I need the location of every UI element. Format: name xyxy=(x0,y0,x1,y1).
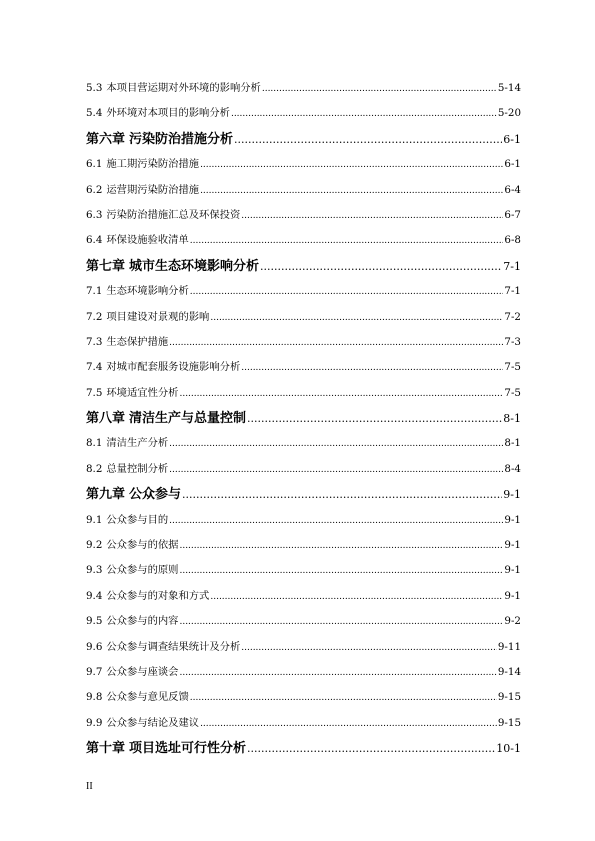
dot-leader xyxy=(179,534,503,559)
toc-section-entry[interactable] xyxy=(86,457,521,482)
dot-leader xyxy=(179,559,503,584)
toc-chapter-entry[interactable] xyxy=(86,482,521,507)
toc-entry-title: 公众参与的依据 xyxy=(106,539,179,552)
toc-entry-title: 项目选址可行性分析 xyxy=(129,741,247,757)
table-of-contents xyxy=(86,76,521,762)
toc-entry-page: 6-1 xyxy=(504,158,521,171)
dot-leader xyxy=(234,127,502,152)
toc-chapter-entry[interactable] xyxy=(86,254,521,279)
toc-entry-title: 公众参与目的 xyxy=(106,513,169,526)
toc-entry-number: 9.8 xyxy=(86,691,103,704)
toc-entry-title: 环境适宜性分析 xyxy=(106,386,179,399)
toc-entry-number: 6.4 xyxy=(86,234,103,247)
dot-leader xyxy=(241,636,497,661)
toc-entry-page: 9-1 xyxy=(504,564,521,577)
toc-section-entry[interactable] xyxy=(86,508,521,533)
toc-entry-number: 第十章 xyxy=(86,741,126,757)
toc-entry-title: 本项目营运期对外环境的影响分析 xyxy=(106,82,261,94)
toc-entry-page: 6-4 xyxy=(504,183,521,196)
toc-entry-page: 6-8 xyxy=(504,234,521,247)
toc-entry-title: 生态环境影响分析 xyxy=(106,285,189,298)
toc-section-entry[interactable] xyxy=(86,355,521,380)
toc-entry-number: 9.9 xyxy=(86,716,103,729)
toc-entry-title: 生态保护措施 xyxy=(106,335,169,348)
toc-entry-title: 公众参与结论及建议 xyxy=(106,716,200,729)
toc-section-entry[interactable] xyxy=(86,584,521,609)
toc-entry-title: 公众参与的内容 xyxy=(106,615,179,628)
dot-leader xyxy=(247,736,495,761)
toc-entry-page: 9-15 xyxy=(497,716,521,729)
toc-entry-number: 6.1 xyxy=(86,158,103,171)
toc-entry-page: 7-1 xyxy=(503,259,521,273)
toc-entry-title: 施工期污染防治措施 xyxy=(106,158,200,171)
toc-entry-page: 7-5 xyxy=(504,386,521,399)
toc-entry-page: 9-11 xyxy=(497,640,521,653)
toc-entry-number: 9.7 xyxy=(86,665,103,678)
toc-entry-page: 5-20 xyxy=(497,107,521,120)
dot-leader xyxy=(210,585,503,610)
toc-entry-page: 6-7 xyxy=(504,208,521,221)
toc-entry-title: 运营期污染防治措施 xyxy=(106,183,200,196)
toc-entry-title: 外环境对本项目的影响分析 xyxy=(106,107,230,120)
toc-entry-title: 公众参与的对象和方式 xyxy=(106,589,210,602)
toc-entry-number: 5.3 xyxy=(86,82,103,94)
toc-entry-number: 第六章 xyxy=(86,131,126,147)
toc-section-entry[interactable] xyxy=(86,76,521,101)
dot-leader xyxy=(241,204,503,229)
dot-leader xyxy=(182,482,502,507)
toc-section-entry[interactable] xyxy=(86,279,521,304)
dot-leader xyxy=(247,406,502,431)
dot-leader xyxy=(200,153,503,178)
toc-section-entry[interactable] xyxy=(86,660,521,685)
page-number-footer: II xyxy=(86,781,93,792)
toc-section-entry[interactable] xyxy=(86,381,521,406)
toc-entry-number: 7.3 xyxy=(86,335,103,348)
toc-entry-number: 8.1 xyxy=(86,437,103,450)
toc-section-entry[interactable] xyxy=(86,711,521,736)
toc-chapter-entry[interactable] xyxy=(86,127,521,152)
toc-entry-title: 公众参与座谈会 xyxy=(106,665,179,678)
toc-section-entry[interactable] xyxy=(86,609,521,634)
toc-entry-number: 7.5 xyxy=(86,386,103,399)
dot-leader xyxy=(190,229,504,254)
dot-leader xyxy=(169,331,503,356)
toc-entry-page: 7-2 xyxy=(504,310,521,323)
toc-entry-title: 公众参与 xyxy=(129,487,182,503)
toc-entry-page: 7-5 xyxy=(504,361,521,374)
dot-leader xyxy=(241,356,503,381)
toc-entry-number: 第七章 xyxy=(86,258,126,274)
toc-entry-number: 6.2 xyxy=(86,183,103,196)
toc-entry-number: 7.1 xyxy=(86,285,103,298)
toc-entry-page: 8-1 xyxy=(503,412,521,426)
toc-entry-page: 7-3 xyxy=(504,335,521,348)
toc-entry-page: 9-1 xyxy=(504,589,521,602)
toc-section-entry[interactable] xyxy=(86,305,521,330)
toc-section-entry[interactable] xyxy=(86,685,521,710)
toc-entry-title: 项目建设对景观的影响 xyxy=(106,310,210,323)
toc-section-entry[interactable] xyxy=(86,330,521,355)
toc-entry-title: 公众参与调查结果统计及分析 xyxy=(106,640,241,653)
dot-leader xyxy=(179,661,496,686)
toc-entry-number: 6.3 xyxy=(86,208,103,221)
toc-entry-title: 城市生态环境影响分析 xyxy=(129,258,260,274)
dot-leader xyxy=(169,458,503,483)
toc-entry-page: 9-15 xyxy=(497,691,521,704)
toc-section-entry[interactable] xyxy=(86,533,521,558)
toc-entry-title: 公众参与的原则 xyxy=(106,564,179,577)
toc-section-entry[interactable] xyxy=(86,152,521,177)
toc-entry-title: 环保设施验收清单 xyxy=(106,234,189,247)
toc-entry-number: 8.2 xyxy=(86,462,103,475)
dot-leader xyxy=(200,179,503,204)
toc-entry-page: 9-1 xyxy=(504,539,521,552)
toc-entry-number: 9.4 xyxy=(86,589,103,602)
toc-entry-number: 第九章 xyxy=(86,487,126,503)
toc-entry-title: 总量控制分析 xyxy=(106,462,169,475)
toc-entry-number: 9.3 xyxy=(86,564,103,577)
toc-entry-page: 9-2 xyxy=(504,615,521,628)
toc-entry-page: 9-14 xyxy=(497,665,521,678)
dot-leader xyxy=(262,77,497,102)
dot-leader xyxy=(190,686,497,711)
dot-leader xyxy=(169,509,503,534)
toc-chapter-entry[interactable] xyxy=(86,406,521,431)
toc-chapter-entry[interactable] xyxy=(86,736,521,761)
toc-section-entry[interactable] xyxy=(86,101,521,126)
toc-entry-page: 9-1 xyxy=(504,513,521,526)
dot-leader xyxy=(179,382,503,407)
toc-entry-page: 9-1 xyxy=(503,488,521,502)
toc-entry-title: 污染防治措施分析 xyxy=(129,131,234,147)
toc-entry-title: 清洁生产与总量控制 xyxy=(129,411,247,427)
toc-section-entry[interactable] xyxy=(86,178,521,203)
toc-section-entry[interactable] xyxy=(86,635,521,660)
toc-entry-number: 9.2 xyxy=(86,539,103,552)
toc-entry-number: 9.6 xyxy=(86,640,103,653)
toc-entry-number: 7.4 xyxy=(86,361,103,374)
toc-entry-title: 对城市配套服务设施影响分析 xyxy=(106,361,241,374)
toc-section-entry[interactable] xyxy=(86,558,521,583)
dot-leader xyxy=(169,432,503,457)
toc-entry-page: 10-1 xyxy=(496,742,521,756)
toc-entry-number: 7.2 xyxy=(86,310,103,323)
toc-entry-page: 5-14 xyxy=(497,82,521,94)
toc-entry-page: 8-4 xyxy=(504,462,521,475)
toc-entry-number: 5.4 xyxy=(86,107,103,120)
dot-leader xyxy=(210,306,503,331)
toc-entry-number: 9.1 xyxy=(86,513,103,526)
dot-leader xyxy=(231,102,497,127)
dot-leader xyxy=(179,610,503,635)
toc-section-entry[interactable] xyxy=(86,203,521,228)
toc-entry-title: 污染防治措施汇总及环保投资 xyxy=(106,208,241,221)
dot-leader xyxy=(200,712,497,737)
toc-section-entry[interactable] xyxy=(86,431,521,456)
toc-entry-number: 9.5 xyxy=(86,615,103,628)
toc-entry-number: 第八章 xyxy=(86,411,126,427)
dot-leader xyxy=(190,280,504,305)
toc-entry-title: 公众参与意见反馈 xyxy=(106,691,189,704)
toc-entry-title: 清洁生产分析 xyxy=(106,437,169,450)
toc-entry-page: 8-1 xyxy=(504,437,521,450)
dot-leader xyxy=(260,254,502,279)
toc-entry-page: 7-1 xyxy=(504,285,521,298)
toc-entry-page: 6-1 xyxy=(503,132,521,146)
toc-section-entry[interactable] xyxy=(86,228,521,253)
